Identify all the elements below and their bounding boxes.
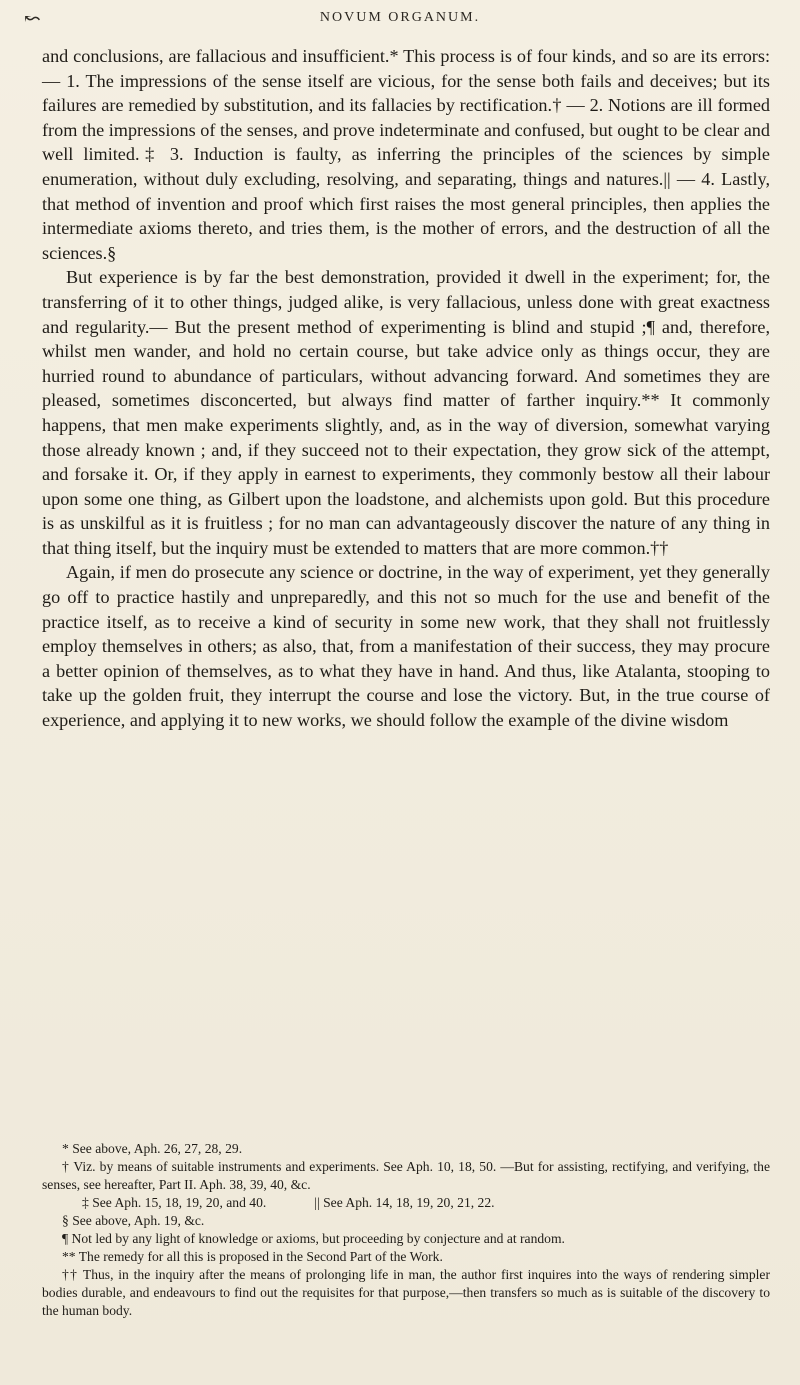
page-corner-mark: ↜ (24, 8, 41, 30)
footnote-ddagger: ‡ See Aph. 15, 18, 19, 20, and 40. (82, 1195, 267, 1210)
footnote-double-star: ** The remedy for all this is proposed in the Second Part of the Work. (62, 1249, 443, 1264)
main-text (42, 44, 770, 733)
running-title: NOVUM ORGANUM. (319, 10, 481, 25)
footnotes (42, 1140, 770, 1320)
footnote-dagger: † Viz. by means of suitable instruments and experiments. See Aph. 10, 18, 50. —But for assisting, rectifying, and verifying, the senses, see hereafter, Part II. Aph. 38, 39, 40, &c. (42, 1159, 770, 1192)
footnote-double-dagger: †† Thus, in the inquiry after the means of prolonging life in man, the author first inquires into the ways of rendering simpler bodies durable, and endeavours to find out the requisites for that purpose,—then transfers so much as is suitable of the discovery to the human body. (42, 1267, 770, 1318)
footnote-parallel: || See Aph. 14, 18, 19, 20, 21, 22. (314, 1195, 495, 1210)
paragraph-3: Again, if men do prosecute any science or doctrine, in the way of experiment, yet they generally go off to practice hastily and unpreparedly, and this not so much for the use and benefit of the practice itself, as to receive a kind of security in some new work, that they shall not fruitlessly employ themselves in others; as also, that, from a manifestation of their success, they may procure a better opinion of themselves, as to what they have in hand. And thus, like Atalanta, stooping to take up the golden fruit, they interrupt the course and lose the victory. But, in the true course of experience, and applying it to new works, we should follow the example of the divine wisdom (42, 562, 770, 731)
paragraph-2: But experience is by far the best demonstration, provided it dwell in the experiment; for, the transferring of it to other things, judged alike, is very fallacious, unless done with great exactness and regularity.— But the present method of experimenting is blind and stupid ;¶ and, therefore, whilst men wander, and hold no certain course, but take advice only as things occur, they are hurried round to abundance of particulars, without advancing forward. And sometimes they are pleased, sometimes disconcerted, but always find matter of farther inquiry.** It commonly happens, that men make experiments slightly, and, as in the way of diversion, somewhat varying those already known ; and, if they succeed not to their expectation, they grow sick of the attempt, and forsake it. Or, if they apply in earnest to experiments, they commonly bestow all their labour upon some one thing, as Gilbert upon the loadstone, and alchemists upon gold. But this procedure is as unskilful as it is fruitless ; for no man can advantageously discover the nature of any thing in that thing itself, but the inquiry must be extended to matters that are more common.†† (42, 267, 770, 558)
paragraph-1: and conclusions, are fallacious and insufficient.* This process is of four kinds, and so are its errors: — 1. The impressions of the sense itself are vicious, for the sense both fails and deceives; but its failures are remedied by substitution, and its fallacies by rectification.† — 2. Notions are ill formed from the impressions of the senses, and prove indeterminate and confused, but ought to be clear and well limited.‡ 3. Induction is faulty, as inferring the principles of the sciences by simple enumeration, without duly excluding, resolving, and separating, things and natures.|| — 4. Lastly, that method of invention and proof which first raises the most general principles, then applies the intermediate axioms thereto, and tries them, is the mother of errors, and the destruction of all the sciences.§ (42, 46, 770, 263)
footnote-section: § See above, Aph. 19, &c. (62, 1213, 205, 1228)
footnote-pilcrow: ¶ Not led by any light of knowledge or axioms, but proceeding by conjecture and at random. (62, 1231, 565, 1246)
footnote-star: * See above, Aph. 26, 27, 28, 29. (62, 1141, 243, 1156)
footnote-row (42, 1194, 770, 1212)
